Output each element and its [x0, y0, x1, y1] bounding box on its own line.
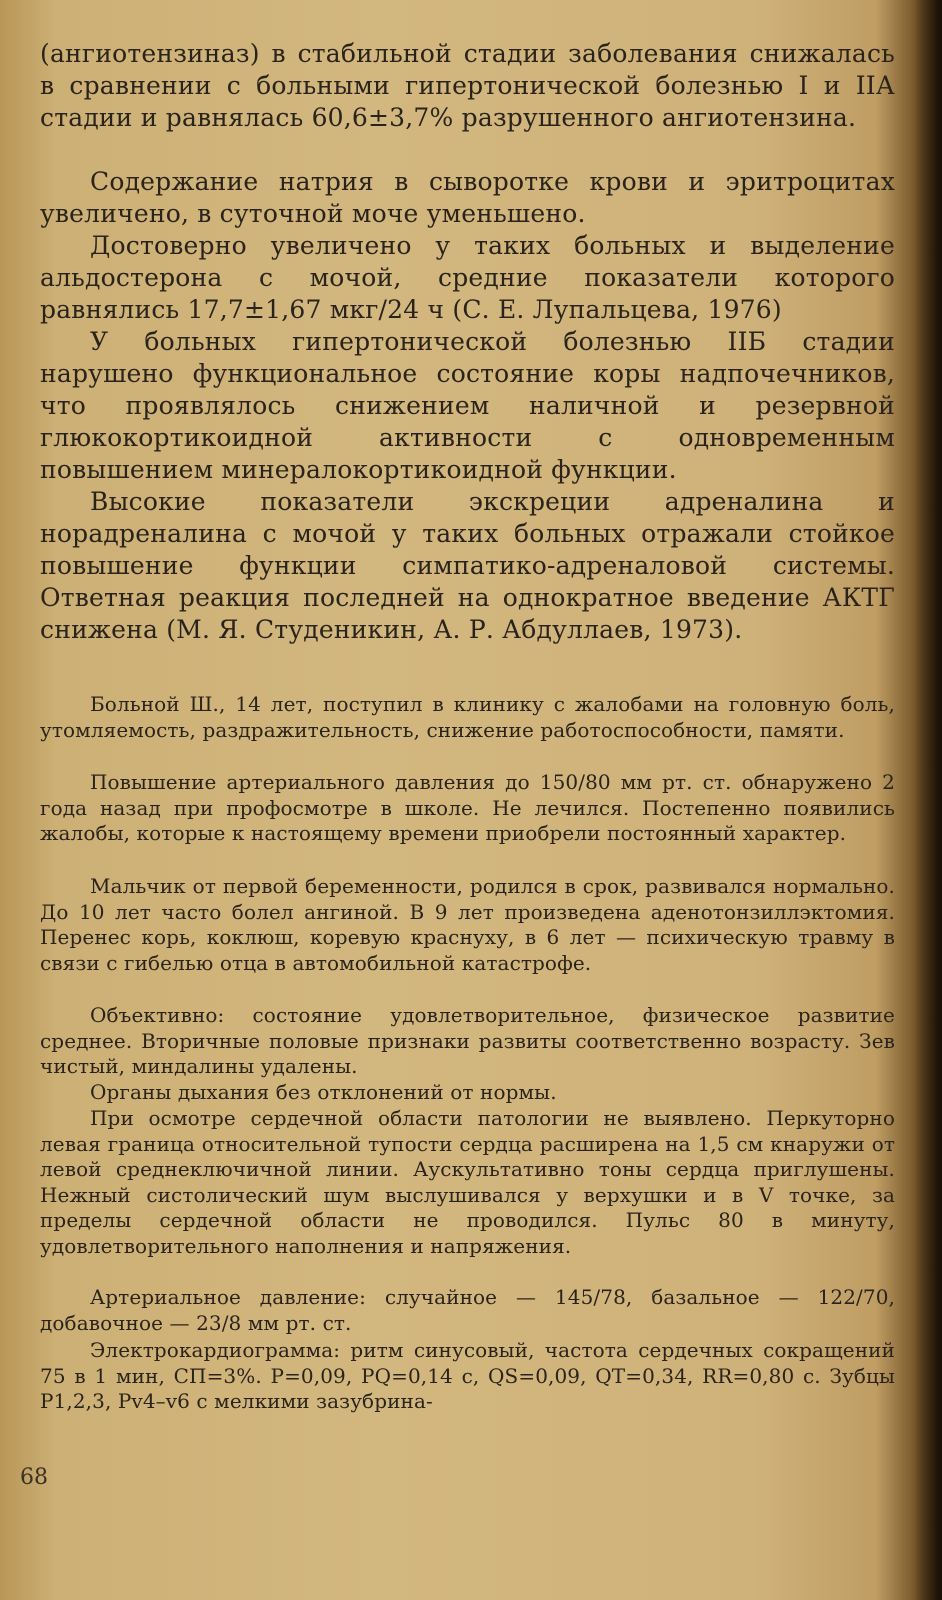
paragraph-adrenaline: Высокие показатели экскреции адреналина и норадреналина с мочой у таких больных отражали стойкое повышение функции симпатико-адреналовой системы. Ответная реакция последней на однократное введение АКТГ снижена (М. Я. Студеникин, А. Р. Абдуллаев, 1973). [40, 487, 895, 644]
case-paragraph-complaints: Больной Ш., 14 лет, поступил в клинику с жалобами на головную боль, утомляемость, раздражительность, снижение работоспособности, памяти. [40, 692, 895, 742]
case-paragraph-heart-exam: При осмотре сердечной области патологии не выявлено. Перкуторно левая граница относительной тупости сердца расширена на 1,5 см кнаружи от левой среднеключичной линии. Аускультативно тоны сердца приглушены. Нежный систолический шум выслушивался у верхушки и в V точке, за пределы сердечной области не проводился. Пульс 80 в минуту, удовлетворительного наполнения и напряжения. [40, 1106, 895, 1258]
case-paragraph-ecg: Электрокардиограмма: ритм синусовый, частота сердечных сокращений 75 в 1 мин, СП=3%. P=0,09, PQ=0,14 с, QS=0,09, QT=0,34, RR=0,80 с. Зубцы P1,2,3, Pv4–v6 с мелкими зазубрина- [40, 1338, 895, 1413]
case-paragraph-anamnesis: Мальчик от первой беременности, родился в срок, развивался нормально. До 10 лет часто болел ангиной. В 9 лет произведена аденотонзиллэктомия. Перенес корь, коклюш, коревую краснуху, в 6 лет — психическую травму в связи с гибелью отца в автомобильной катастрофе. [40, 874, 895, 975]
page-number: 68 [20, 1465, 48, 1490]
paragraph-aldosterone: Достоверно увеличено у таких больных и выделение альдостерона с мочой, средние показатели которого равнялись 17,7±1,67 мкг/24 ч (С. Е. Лупальцева, 1976) [40, 231, 895, 324]
case-paragraph-blood-pressure-history: Повышение артериального давления до 150/80 мм рт. ст. обнаружено 2 года назад при профосмотре в школе. Не лечился. Постепенно появились жалобы, которые к настоящему времени приобрели постоянный характер. [40, 770, 895, 845]
paragraph-sodium: Содержание натрия в сыворотке крови и эритроцитах увеличено, в суточной моче уменьшено. [40, 167, 895, 228]
book-spine-shadow [914, 0, 942, 1600]
case-paragraph-objective: Объективно: состояние удовлетворительное, физическое развитие среднее. Вторичные половые признаки развиты соответственно возрасту. Зев чистый, миндалины удалены. [40, 1003, 895, 1078]
paragraph-angiotensinase: (ангиотензиназ) в стабильной стадии заболевания снижалась в сравнении с больными гипертонической болезнью I и IIА стадии и равнялась 60,6±3,7% разрушенного ангиотензина. [40, 39, 895, 132]
case-paragraph-arterial-pressure: Артериальное давление: случайное — 145/78, базальное — 122/70, добавочное — 23/8 мм рт. ст. [40, 1285, 895, 1335]
paragraph-adrenal-cortex: У больных гипертонической болезнью IIБ стадии нарушено функциональное состояние коры надпочечников, что проявлялось снижением наличной и резервной глюкокортикоидной активности с одновременным повышением минералокортикоидной функции. [40, 327, 895, 484]
case-paragraph-respiratory: Органы дыхания без отклонений от нормы. [90, 1080, 557, 1104]
